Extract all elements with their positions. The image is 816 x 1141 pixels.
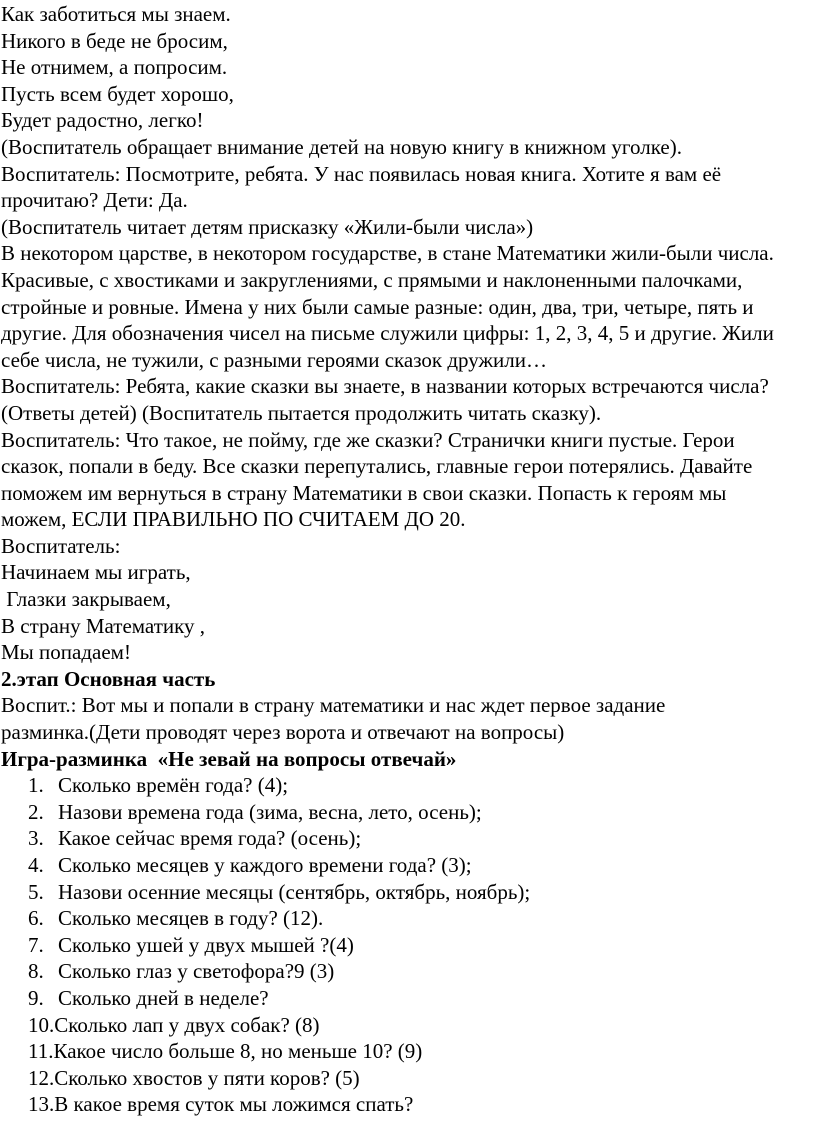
stage-heading: 2.этап Основная часть [1, 666, 216, 691]
text-line: Воспитатель: Ребята, какие сказки вы знаете, в названии которых встречаются числа? [1, 374, 769, 399]
text-line: можем, ЕСЛИ ПРАВИЛЬНО ПО СЧИТАЕМ ДО 20. [1, 507, 466, 532]
list-item [1, 1038, 816, 1065]
list-item-number: 11. [28, 1039, 54, 1064]
text-line: (Ответы детей) (Воспитатель пытается продолжить читать сказку). [1, 400, 602, 425]
list-item-number: 8. [28, 959, 44, 984]
questions-list [1, 772, 816, 1118]
list-item-text: Назови осенние месяцы (сентябрь, октябрь, ноябрь); [58, 879, 531, 904]
list-item-number: 5. [28, 879, 44, 904]
text-line: сказок, попали в беду. Все сказки перепутались, главные герои потерялись. Давайте [1, 454, 753, 479]
list-item-number: 2. [28, 799, 44, 824]
text-line: поможем им вернуться в страну Математики в свои сказки. Попасть к героям мы [1, 480, 727, 505]
list-item-text: Сколько месяцев у каждого времени года? (3); [58, 853, 472, 877]
list-item-text: Какое число больше 8, но меньше 10? (9) [53, 1039, 423, 1064]
list-item-number: 10. [28, 1012, 55, 1037]
text-block [1, 1, 816, 666]
list-item [1, 932, 816, 959]
game-heading: Игра-разминка «Не зевай на вопросы отвечай» [1, 746, 457, 771]
text-line: Воспитатель: Что такое, не пойму, где же сказки? Странички книги пустые. Герои [1, 427, 735, 452]
list-item-text: Сколько лап у двух собак? (8) [54, 1012, 320, 1037]
list-item [1, 985, 816, 1012]
text-line: Не отнимем, а попросим. [1, 55, 228, 80]
list-item [1, 958, 816, 985]
list-item [1, 799, 816, 826]
list-item-text: Сколько глаз у светофора?9 (3) [58, 959, 335, 984]
text-line: Пусть всем будет хорошо, [1, 81, 234, 106]
list-item-number: 9. [28, 985, 44, 1010]
list-item-text: Назови времена года (зима, весна, лето, осень); [58, 799, 482, 824]
list-item-text: Сколько дней в неделе? [58, 985, 269, 1010]
list-item-number: 6. [28, 906, 44, 931]
list-item [1, 879, 816, 906]
text-line: Воспитатель: Посмотрите, ребята. У нас появилась новая книга. Хотите я вам её [1, 161, 722, 186]
list-item-number: 3. [28, 826, 44, 851]
list-item-text: Какое сейчас время года? (осень); [58, 826, 362, 851]
poem-line: Начинаем мы играть, [1, 560, 191, 585]
text-line: Воспитатель: [1, 533, 121, 558]
list-item [1, 905, 816, 932]
text-line: себе числа, не тужили, с разными героями сказок дружили… [1, 347, 547, 372]
list-item-text: Сколько хвостов у пяти коров? (5) [54, 1065, 360, 1090]
list-item-number: 4. [28, 853, 44, 877]
list-item-text: Сколько ушей у двух мышей ?(4) [58, 932, 354, 957]
text-line: стройные и ровные. Имена у них были самые разные: один, два, три, четыре, пять и [1, 294, 754, 319]
text-line: Никого в беде не бросим, [1, 28, 228, 53]
list-item [1, 825, 816, 852]
poem-line: Мы попадаем! [1, 640, 131, 665]
list-item-text: В какое время суток мы ложимся спать? [54, 1092, 414, 1117]
text-line: Будет радостно, легко! [1, 108, 204, 133]
list-item [1, 1091, 816, 1118]
list-item [1, 852, 816, 879]
list-item-number: 13. [28, 1092, 55, 1117]
text-line: Красивые, с хвостиками и закруглениями, с прямыми и наклоненными палочками, [1, 267, 743, 292]
list-item [1, 1065, 816, 1092]
text-line: Как заботиться мы знаем. [1, 2, 231, 26]
intro-line: Воспит.: Вот мы и попали в страну математики и нас ждет первое задание [1, 693, 666, 718]
list-item-number: 12. [28, 1065, 55, 1090]
text-line: (Воспитатель читает детям присказку «Жили-были числа») [1, 214, 534, 239]
intro-line: разминка.(Дети проводят через ворота и отвечают на вопросы) [1, 720, 565, 745]
list-item-text: Сколько времён года? (4); [58, 773, 289, 798]
text-line: В некотором царстве, в некотором государстве, в стане Математики жили-были числа. [1, 241, 774, 266]
list-item [1, 1012, 816, 1039]
list-item-number: 1. [28, 773, 44, 798]
list-item-text: Сколько месяцев в году? (12). [58, 906, 324, 931]
poem-line: Глазки закрываем, [1, 587, 171, 612]
list-item-number: 7. [28, 932, 44, 957]
poem-line: В страну Математику , [1, 613, 206, 638]
text-line: прочитаю? Дети: Да. [1, 188, 188, 213]
text-line: (Воспитатель обращает внимание детей на новую книгу в книжном уголке). [1, 134, 682, 159]
list-item [1, 772, 816, 799]
text-line: другие. Для обозначения чисел на письме служили цифры: 1, 2, 3, 4, 5 и другие. Жили [1, 321, 774, 346]
